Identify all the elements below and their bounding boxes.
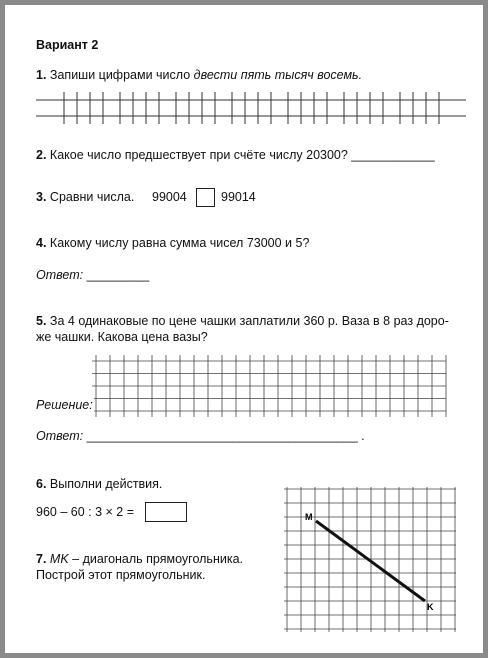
task-5-line-2: же чашки. Какова цена вазы? [36, 330, 208, 344]
point-k-label: K [427, 602, 434, 612]
task-4-number: 4. [36, 236, 47, 250]
answer-line: _________ [86, 268, 150, 282]
task-1-number: 1. [36, 68, 47, 82]
task-2-number: 2. [36, 148, 47, 162]
task-3-number: 3. [36, 190, 47, 204]
variant-title: Вариант 2 [36, 38, 99, 52]
task-6-text: Выполни действия. [49, 477, 163, 491]
task-5-number: 5. [36, 314, 47, 328]
task-3-left-number: 99004 [152, 190, 187, 204]
answer-label: Ответ: [36, 268, 84, 282]
task-5-text-1: За 4 одинаковые по цене чашки заплатили 360 р. Ваза в 8 раз доро- [49, 314, 449, 328]
answer-line: _______________________________________ . [86, 429, 365, 443]
task-4-text: Какому числу равна сумма чисел 73000 и 5? [49, 236, 310, 250]
task-2-text: Какое число предшествует при счёте числу 20300? ____________ [49, 148, 435, 162]
solution-label: Решение: [36, 398, 93, 412]
point-m-label: M [305, 512, 313, 522]
task-7-text-1: – диагональ прямоугольника. [68, 552, 243, 566]
task-6-number: 6. [36, 477, 47, 491]
answer-label: Ответ: [36, 429, 84, 443]
task-3-right-number: 99014 [221, 190, 256, 204]
task-1-text: Запиши цифрами число [49, 68, 194, 82]
task-7-emphasis: MK [49, 552, 69, 566]
task-6-expression: 960 – 60 : 3 × 2 = [36, 505, 134, 519]
task-7-line-2: Построй этот прямоугольник. [36, 568, 206, 582]
task-1-emphasis: двести пять тысяч восемь. [193, 68, 363, 82]
task-3-text: Сравни числа. [49, 190, 135, 204]
task-7-number: 7. [36, 552, 47, 566]
diagonal-mk [316, 521, 425, 601]
